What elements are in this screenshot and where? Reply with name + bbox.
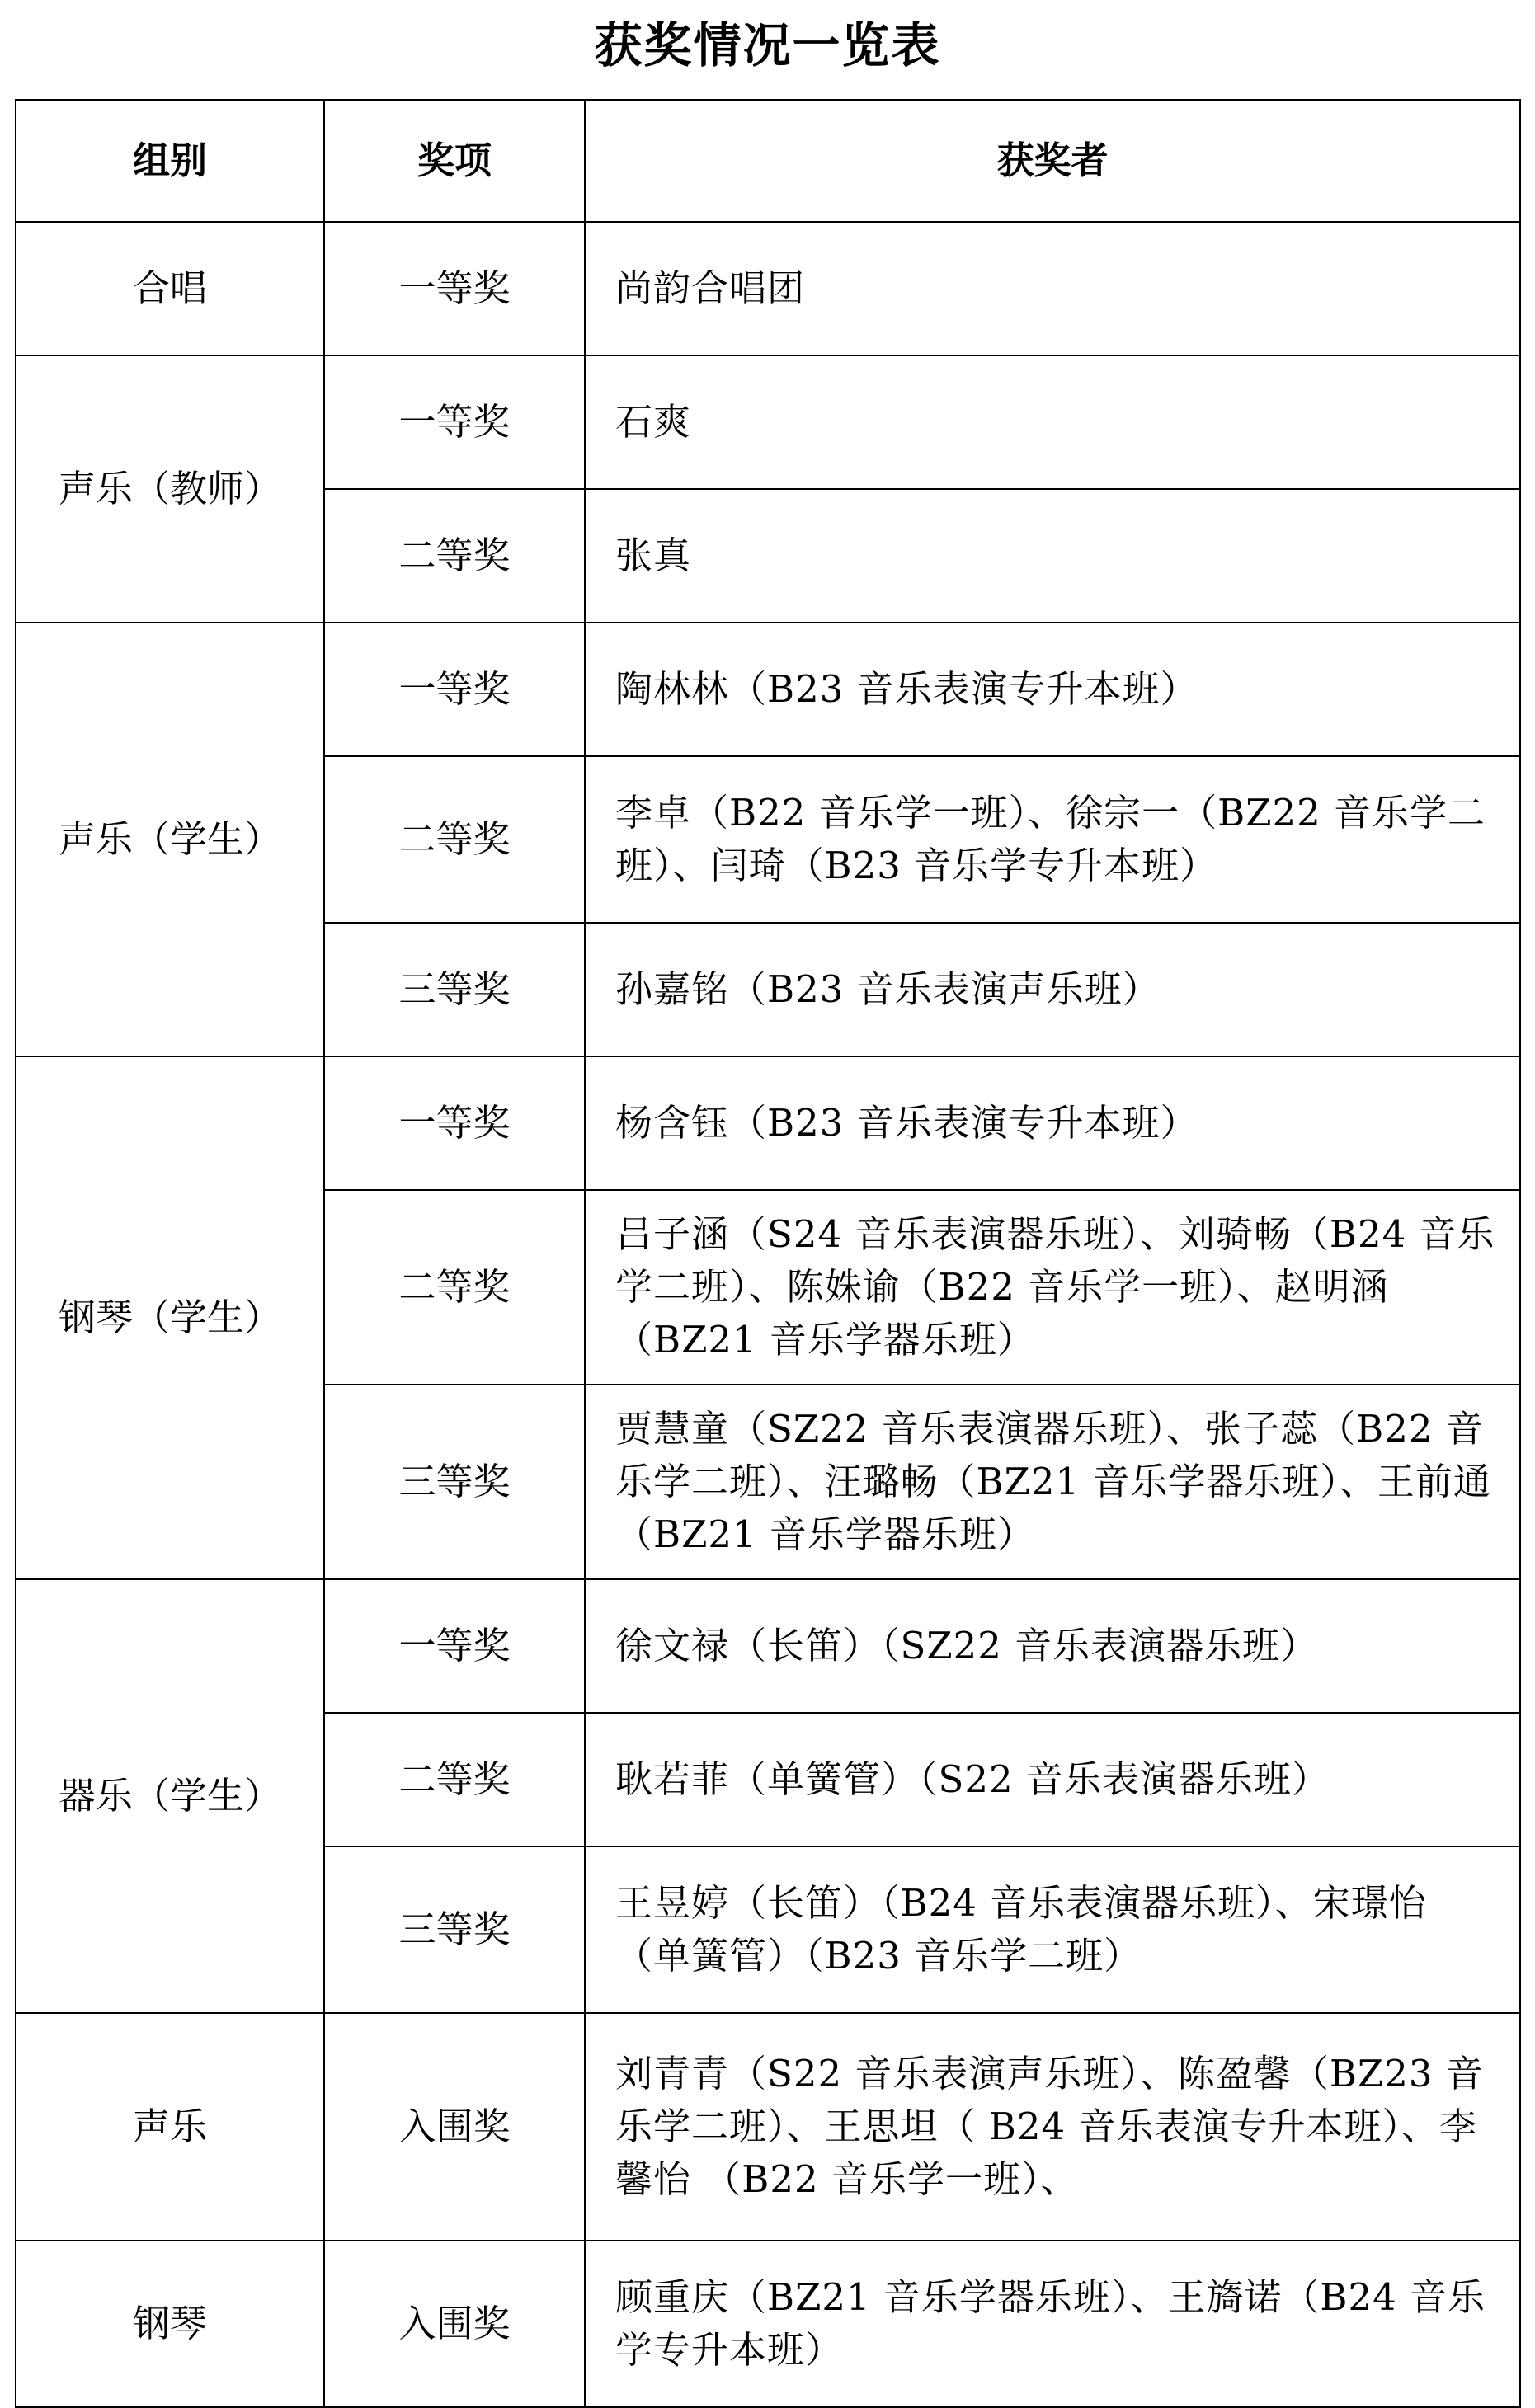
winner-cell: 顾重庆（BZ21 音乐学器乐班）、王旖诺（B24 音乐学专升本班） [585, 2241, 1520, 2407]
group-cell: 钢琴 [16, 2241, 324, 2407]
winner-cell: 贾慧童（SZ22 音乐表演器乐班）、张子蕊（B22 音乐学二班）、汪璐畅（BZ21 音乐学器乐班）、王前通（BZ21 音乐学器乐班） [585, 1385, 1520, 1579]
winner-cell: 吕子涵（S24 音乐表演器乐班）、刘骑畅（B24 音乐学二班）、陈姝谕（B22 音乐学一班）、赵明涵（BZ21 音乐学器乐班） [585, 1190, 1520, 1385]
award-cell: 入围奖 [324, 2241, 585, 2407]
column-header-group: 组别 [16, 100, 324, 222]
winner-cell: 李卓（B22 音乐学一班）、徐宗一（BZ22 音乐学二班）、闫琦（B23 音乐学专升本班） [585, 756, 1520, 923]
winner-cell: 杨含钰（B23 音乐表演专升本班） [585, 1056, 1520, 1190]
table-row [16, 1579, 1520, 1713]
award-cell: 一等奖 [324, 355, 585, 489]
winner-cell: 王昱婷（长笛）（B24 音乐表演器乐班）、宋璟怡（单簧管）（B23 音乐学二班） [585, 1846, 1520, 2013]
award-cell: 三等奖 [324, 1385, 585, 1579]
award-cell: 入围奖 [324, 2013, 585, 2241]
table-row [16, 2241, 1520, 2407]
awards-table [15, 99, 1521, 2408]
award-cell: 二等奖 [324, 489, 585, 623]
award-cell: 一等奖 [324, 623, 585, 756]
group-cell: 声乐（教师） [16, 355, 324, 623]
group-cell: 器乐（学生） [16, 1579, 324, 2013]
table-row [16, 623, 1520, 756]
group-cell: 合唱 [16, 222, 324, 355]
winner-cell: 刘青青（S22 音乐表演声乐班）、陈盈馨（BZ23 音乐学二班）、王思坦（ B24 音乐表演专升本班）、李馨怡 （B22 音乐学一班）、 [585, 2013, 1520, 2241]
winner-cell: 耿若菲（单簧管）（S22 音乐表演器乐班） [585, 1713, 1520, 1846]
table-row [16, 1056, 1520, 1190]
award-cell: 一等奖 [324, 1056, 585, 1190]
table-header-row [16, 100, 1520, 222]
award-cell: 二等奖 [324, 1190, 585, 1385]
award-cell: 一等奖 [324, 1579, 585, 1713]
winner-cell: 孙嘉铭（B23 音乐表演声乐班） [585, 923, 1520, 1056]
award-cell: 一等奖 [324, 222, 585, 355]
winner-cell: 石爽 [585, 355, 1520, 489]
award-cell: 三等奖 [324, 1846, 585, 2013]
table-row [16, 355, 1520, 489]
page-title: 获奖情况一览表 [594, 17, 941, 73]
award-cell: 二等奖 [324, 1713, 585, 1846]
group-cell: 声乐（学生） [16, 623, 324, 1056]
award-cell: 二等奖 [324, 756, 585, 923]
award-cell: 三等奖 [324, 923, 585, 1056]
group-cell: 声乐 [16, 2013, 324, 2241]
column-header-winner: 获奖者 [585, 100, 1520, 222]
winner-cell: 陶林林（B23 音乐表演专升本班） [585, 623, 1520, 756]
winner-cell: 尚韵合唱团 [585, 222, 1520, 355]
winner-cell: 徐文禄（长笛）（SZ22 音乐表演器乐班） [585, 1579, 1520, 1713]
column-header-award: 奖项 [324, 100, 585, 222]
table-row [16, 2013, 1520, 2241]
group-cell: 钢琴（学生） [16, 1056, 324, 1579]
table-row [16, 222, 1520, 355]
winner-cell: 张真 [585, 489, 1520, 623]
